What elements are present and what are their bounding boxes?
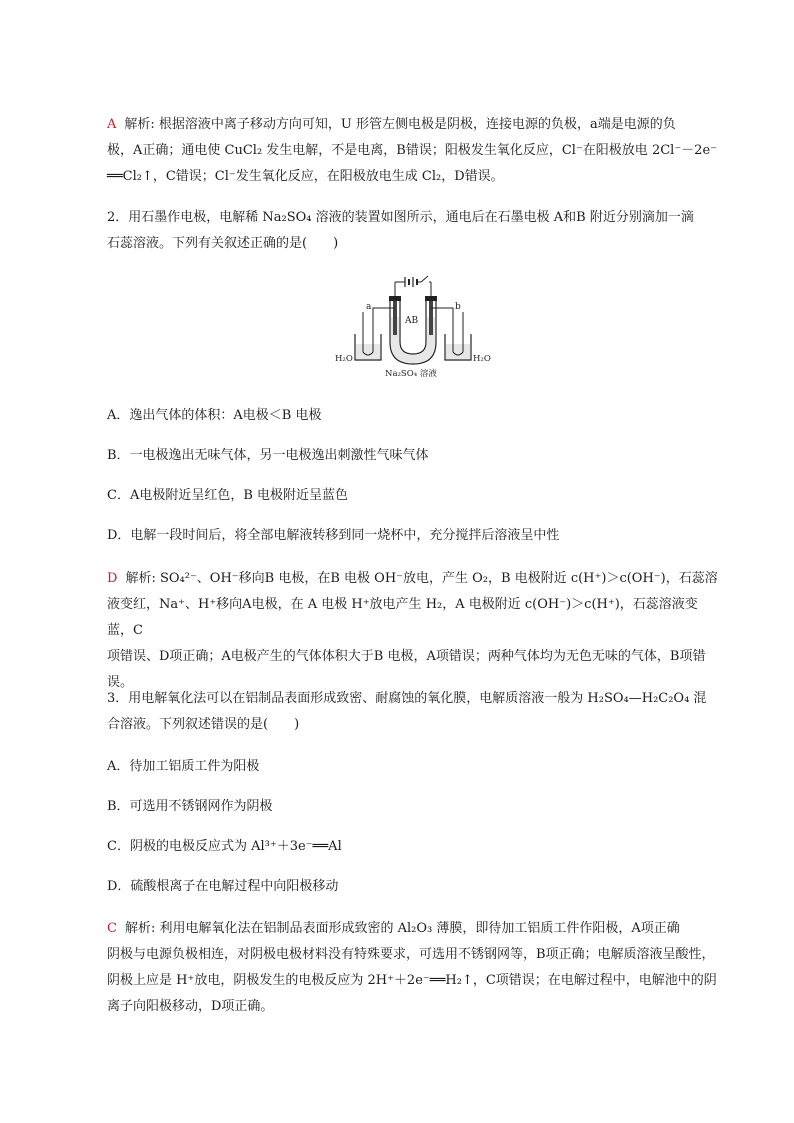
q1-explanation-line-2: 极，A正确；通电使 CuCl₂ 发生电解，不是电离，B错误；阳极发生氧化反应，Cl⁻在阳极放电 2Cl⁻－2e⁻ xyxy=(107,143,718,158)
q2-stem-line-1: 2．用石墨作电极，电解稀 Na₂SO₄ 溶液的装置如图所示，通电后在石墨电极 A和B 附近分别滴加一滴 xyxy=(107,210,694,225)
q1-explanation-line-1: A 解析: 根据溶液中离子移动方向可知，U 形管左侧电极是阴极，连接电源的负极，a端是电源的负 xyxy=(107,117,676,132)
answer-letter: A xyxy=(107,117,117,132)
q2-explanation-line-4: 误。 xyxy=(107,675,134,690)
q3-explanation-line-1: C 解析: 利用电解氧化法在铝制品表面形成致密的 Al₂O₃ 薄膜，即待加工铝质工件作阳极，A项正确 xyxy=(107,921,680,936)
label-h2o-left: H₂O xyxy=(335,354,353,364)
electrolysis-apparatus-figure xyxy=(333,272,493,382)
q1-explanation xyxy=(107,112,719,190)
answer-letter: D xyxy=(107,571,118,586)
figure-caption: Na₂SO₄ 溶液 xyxy=(385,369,437,379)
answer-letter: C xyxy=(107,921,117,936)
q3-stem-line-2: 合溶液。下列叙述错误的是( ) xyxy=(107,717,300,732)
q3-explanation-line-3: 阴极上应是 H⁺放电，阴极发生的电极反应为 2H⁺＋2e⁻══H₂↑，C项错误；在电解过程中，电解池中的阴 xyxy=(107,973,717,988)
q1-explanation-line-3: ══Cl₂↑，C错误；Cl⁻发生氧化反应，在阳极放电生成 Cl₂，D错误。 xyxy=(107,169,504,184)
label-a: a xyxy=(366,302,372,312)
q2-option-c: C．A电极附近呈红色，B 电极附近呈蓝色 xyxy=(107,488,349,503)
q2-option-d: D．电解一段时间后，将全部电解液转移到同一烧杯中，充分搅拌后溶液呈中性 xyxy=(107,528,560,543)
q3-option-d: D．硫酸根离子在电解过程中向阳极移动 xyxy=(107,879,339,894)
q3-explanation-line-4: 离子向阳极移动，D项正确。 xyxy=(107,999,274,1014)
q3-option-a: A．待加工铝质工件为阳极 xyxy=(107,759,260,774)
q2-stem-line-2: 石蕊溶液。下列有关叙述正确的是( ) xyxy=(107,236,339,251)
q2-stem xyxy=(107,205,719,257)
q3-stem-line-1: 3．用电解氧化法可以在铝制品表面形成致密、耐腐蚀的氧化膜，电解质溶液一般为 H₂SO₄—H₂C₂O₄ 混 xyxy=(107,691,707,706)
q3-option-c: C．阴极的电极反应式为 Al³⁺＋3e⁻══Al xyxy=(107,839,342,854)
q2-explanation xyxy=(107,566,719,696)
q2-option-b: B．一电极逸出无味气体，另一电极逸出刺激性气味气体 xyxy=(107,448,429,463)
q2-explanation-line-3: 项错误、D项正确；A电极产生的气体体积大于B 电极，A项错误；两种气体均为无色无味的气体，B项错 xyxy=(107,649,706,664)
q2-explanation-line-2: 液变红，Na⁺、H⁺移向A电极，在 A 电极 H⁺放电产生 H₂，A 电极附近 c(OH⁻)＞c(H⁺)，石蕊溶液变蓝，C xyxy=(107,597,698,638)
q2-explanation-line-1: D 解析: SO₄²⁻、OH⁻移向B 电极，在B 电极 OH⁻放电，产生 O₂，B 电极附近 c(H⁺)＞c(OH⁻)，石蕊溶 xyxy=(107,571,718,586)
label-b: b xyxy=(455,302,461,312)
q3-stem xyxy=(107,686,719,738)
label-h2o-right: H₂O xyxy=(473,354,491,364)
q3-option-b: B．可选用不锈钢网作为阴极 xyxy=(107,799,273,814)
label-ab: AB xyxy=(405,316,419,326)
q3-explanation-line-2: 阴极与电源负极相连，对阴极电极材料没有特殊要求，可选用不锈钢网等，B项正确；电解质溶液呈酸性， xyxy=(107,947,715,962)
q2-option-a: A．逸出气体的体积：A电极＜B 电极 xyxy=(107,408,322,423)
q3-explanation xyxy=(107,916,719,1020)
